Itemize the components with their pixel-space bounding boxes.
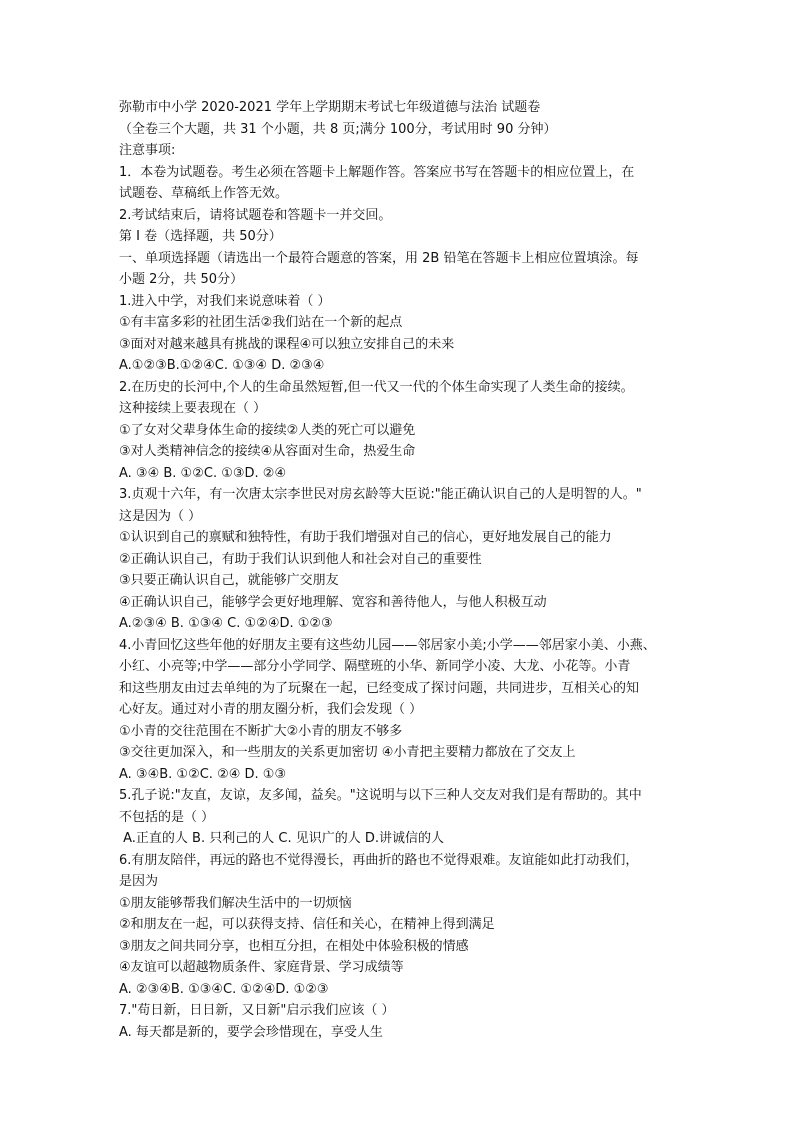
exam-title: 弥勒市中小学 2020-2021 学年上学期期末考试七年级道德与法治 试题卷 xyxy=(119,100,541,115)
question-option: ③对人类精神信念的接续④从容面对生命，热爱生命 xyxy=(119,444,416,459)
question-option: ④友谊可以超越物质条件、家庭背景、学习成绩等 xyxy=(119,960,404,975)
section-heading-line-2: 小题 2分，共 50分） xyxy=(119,272,244,287)
question-stem: 是因为 xyxy=(119,874,159,889)
question-5 xyxy=(119,785,685,850)
question-7 xyxy=(119,1000,685,1043)
question-option: ①认识到自己的禀赋和独特性，有助于我们增强对自己的信心，更好地发展自己的能力 xyxy=(119,530,612,545)
question-stem: 5.孔子说:"友直，友谅，友多闻，益矣。"这说明与以下三种人交友对我们是有帮助的。其中 xyxy=(119,788,642,803)
question-answers: A.正直的人 B. 只利己的人 C. 见识广的人 D.讲诚信的人 xyxy=(119,831,444,846)
question-stem: 3.贞观十六年，有一次唐太宗李世民对房玄龄等大臣说:"能正确认识自己的人是明智的人。" xyxy=(119,487,642,502)
question-1 xyxy=(119,291,685,377)
question-6 xyxy=(119,850,685,1001)
question-option: ③交往更加深入，和一些朋友的关系更加密切 ④小青把主要精力都放在了交友上 xyxy=(119,745,576,760)
question-option: ②正确认识自己，有助于我们认识到他人和社会对自己的重要性 xyxy=(119,551,482,567)
question-answers: A. ③④B. ①②C. ②④ D. ①③ xyxy=(119,766,287,782)
notice-heading: 注意事项: xyxy=(119,143,176,158)
notice-item-2: 2.考试结束后，请将试题卷和答题卡一并交回。 xyxy=(119,207,392,223)
question-option: ③只要正确认识自己，就能够广交朋友 xyxy=(119,573,339,588)
question-answers: A.①②③B.①②④C. ①③④ D. ②③④ xyxy=(119,358,325,373)
question-option: ①了女对父辈身体生命的接续②人类的死亡可以避免 xyxy=(119,422,416,438)
notice-item-1-line-2: 试题卷、草稿纸上作答无效。 xyxy=(119,186,289,201)
question-stem: 7."苟日新，日日新，又日新"启示我们应该（ ） xyxy=(119,1003,395,1018)
question-3 xyxy=(119,484,685,635)
question-option: ①有丰富多彩的社团生活②我们站在一个新的起点 xyxy=(119,315,403,330)
notice-item-1-line-1: 1．本卷为试题卷。考生必须在答题卡上解题作答。答案应书写在答题卡的相应位置上，在 xyxy=(119,164,635,180)
exam-info: （全卷三个大题，共 31 个小题，共 8 页;满分 100分，考试用时 90 分钟） xyxy=(119,121,557,137)
question-stem: 不包括的是（ ） xyxy=(119,809,215,825)
question-option: ①朋友能够帮我们解决生活中的一切烦恼 xyxy=(119,895,352,911)
question-2 xyxy=(119,377,685,485)
question-stem: 4.小青回忆这些年他的好朋友主要有这些幼儿园——邻居家小美;小学——邻居家小美、小燕、 xyxy=(119,637,656,653)
question-option: ②和朋友在一起，可以获得支持、信任和关心，在精神上得到满足 xyxy=(119,917,495,932)
question-stem: 小红、小亮等;中学——部分小学同学、隔壁班的小华、新同学小凌、大龙、小花等。小青 xyxy=(119,659,631,674)
question-stem: 6.有朋友陪伴，再远的路也不觉得漫长，再曲折的路也不觉得艰难。友谊能如此打动我们， xyxy=(119,852,639,868)
section-heading-line-1: 一、单项选择题（请选出一个最符合题意的答案，用 2B 铅笔在答题卡上相应位置填涂。每 xyxy=(119,250,639,266)
question-stem: 1.进入中学，对我们来说意味着（ ） xyxy=(119,293,331,309)
question-stem: 心好友。通过对小青的朋友圈分析，我们会发现（ ） xyxy=(119,702,423,717)
question-stem: 这是因为（ ） xyxy=(119,508,202,524)
question-answers: A. ③④ B. ①②C. ①③D. ②④ xyxy=(119,465,287,481)
question-option: ①小青的交往范围在不断扩大②小青的朋友不够多 xyxy=(119,723,403,739)
question-option: A. 每天都是新的，要学会珍惜现在，享受人生 xyxy=(119,1024,383,1040)
question-stem: 2.在历史的长河中,个人的生命虽然短暂,但一代又一代的个体生命实现了人类生命的接续。 xyxy=(119,379,634,395)
question-stem: 和这些朋友由过去单纯的为了玩聚在一起，已经变成了探讨问题，共同进步，互相关心的知 xyxy=(119,680,640,696)
question-stem: 这种接续上要表现在（ ） xyxy=(119,401,267,416)
question-option: ④正确认识自己，能够学会更好地理解、宽容和善待他人，与他人积极互动 xyxy=(119,594,547,610)
question-option: ③面对对越来越具有挑战的课程④可以独立安排自己的未来 xyxy=(119,336,455,352)
question-option: ③朋友之间共同分享，也相互分担，在相处中体验积极的情感 xyxy=(119,938,469,954)
volume-heading: 第 I 卷（选择题，共 50分） xyxy=(119,229,282,244)
question-4 xyxy=(119,635,685,786)
question-answers: A. ②③④B. ①③④C. ①②④D. ①②③ xyxy=(119,981,329,997)
question-answers: A.②③④ B. ①③④ C. ①②④D. ①②③ xyxy=(119,616,333,631)
exam-page xyxy=(119,97,685,1043)
